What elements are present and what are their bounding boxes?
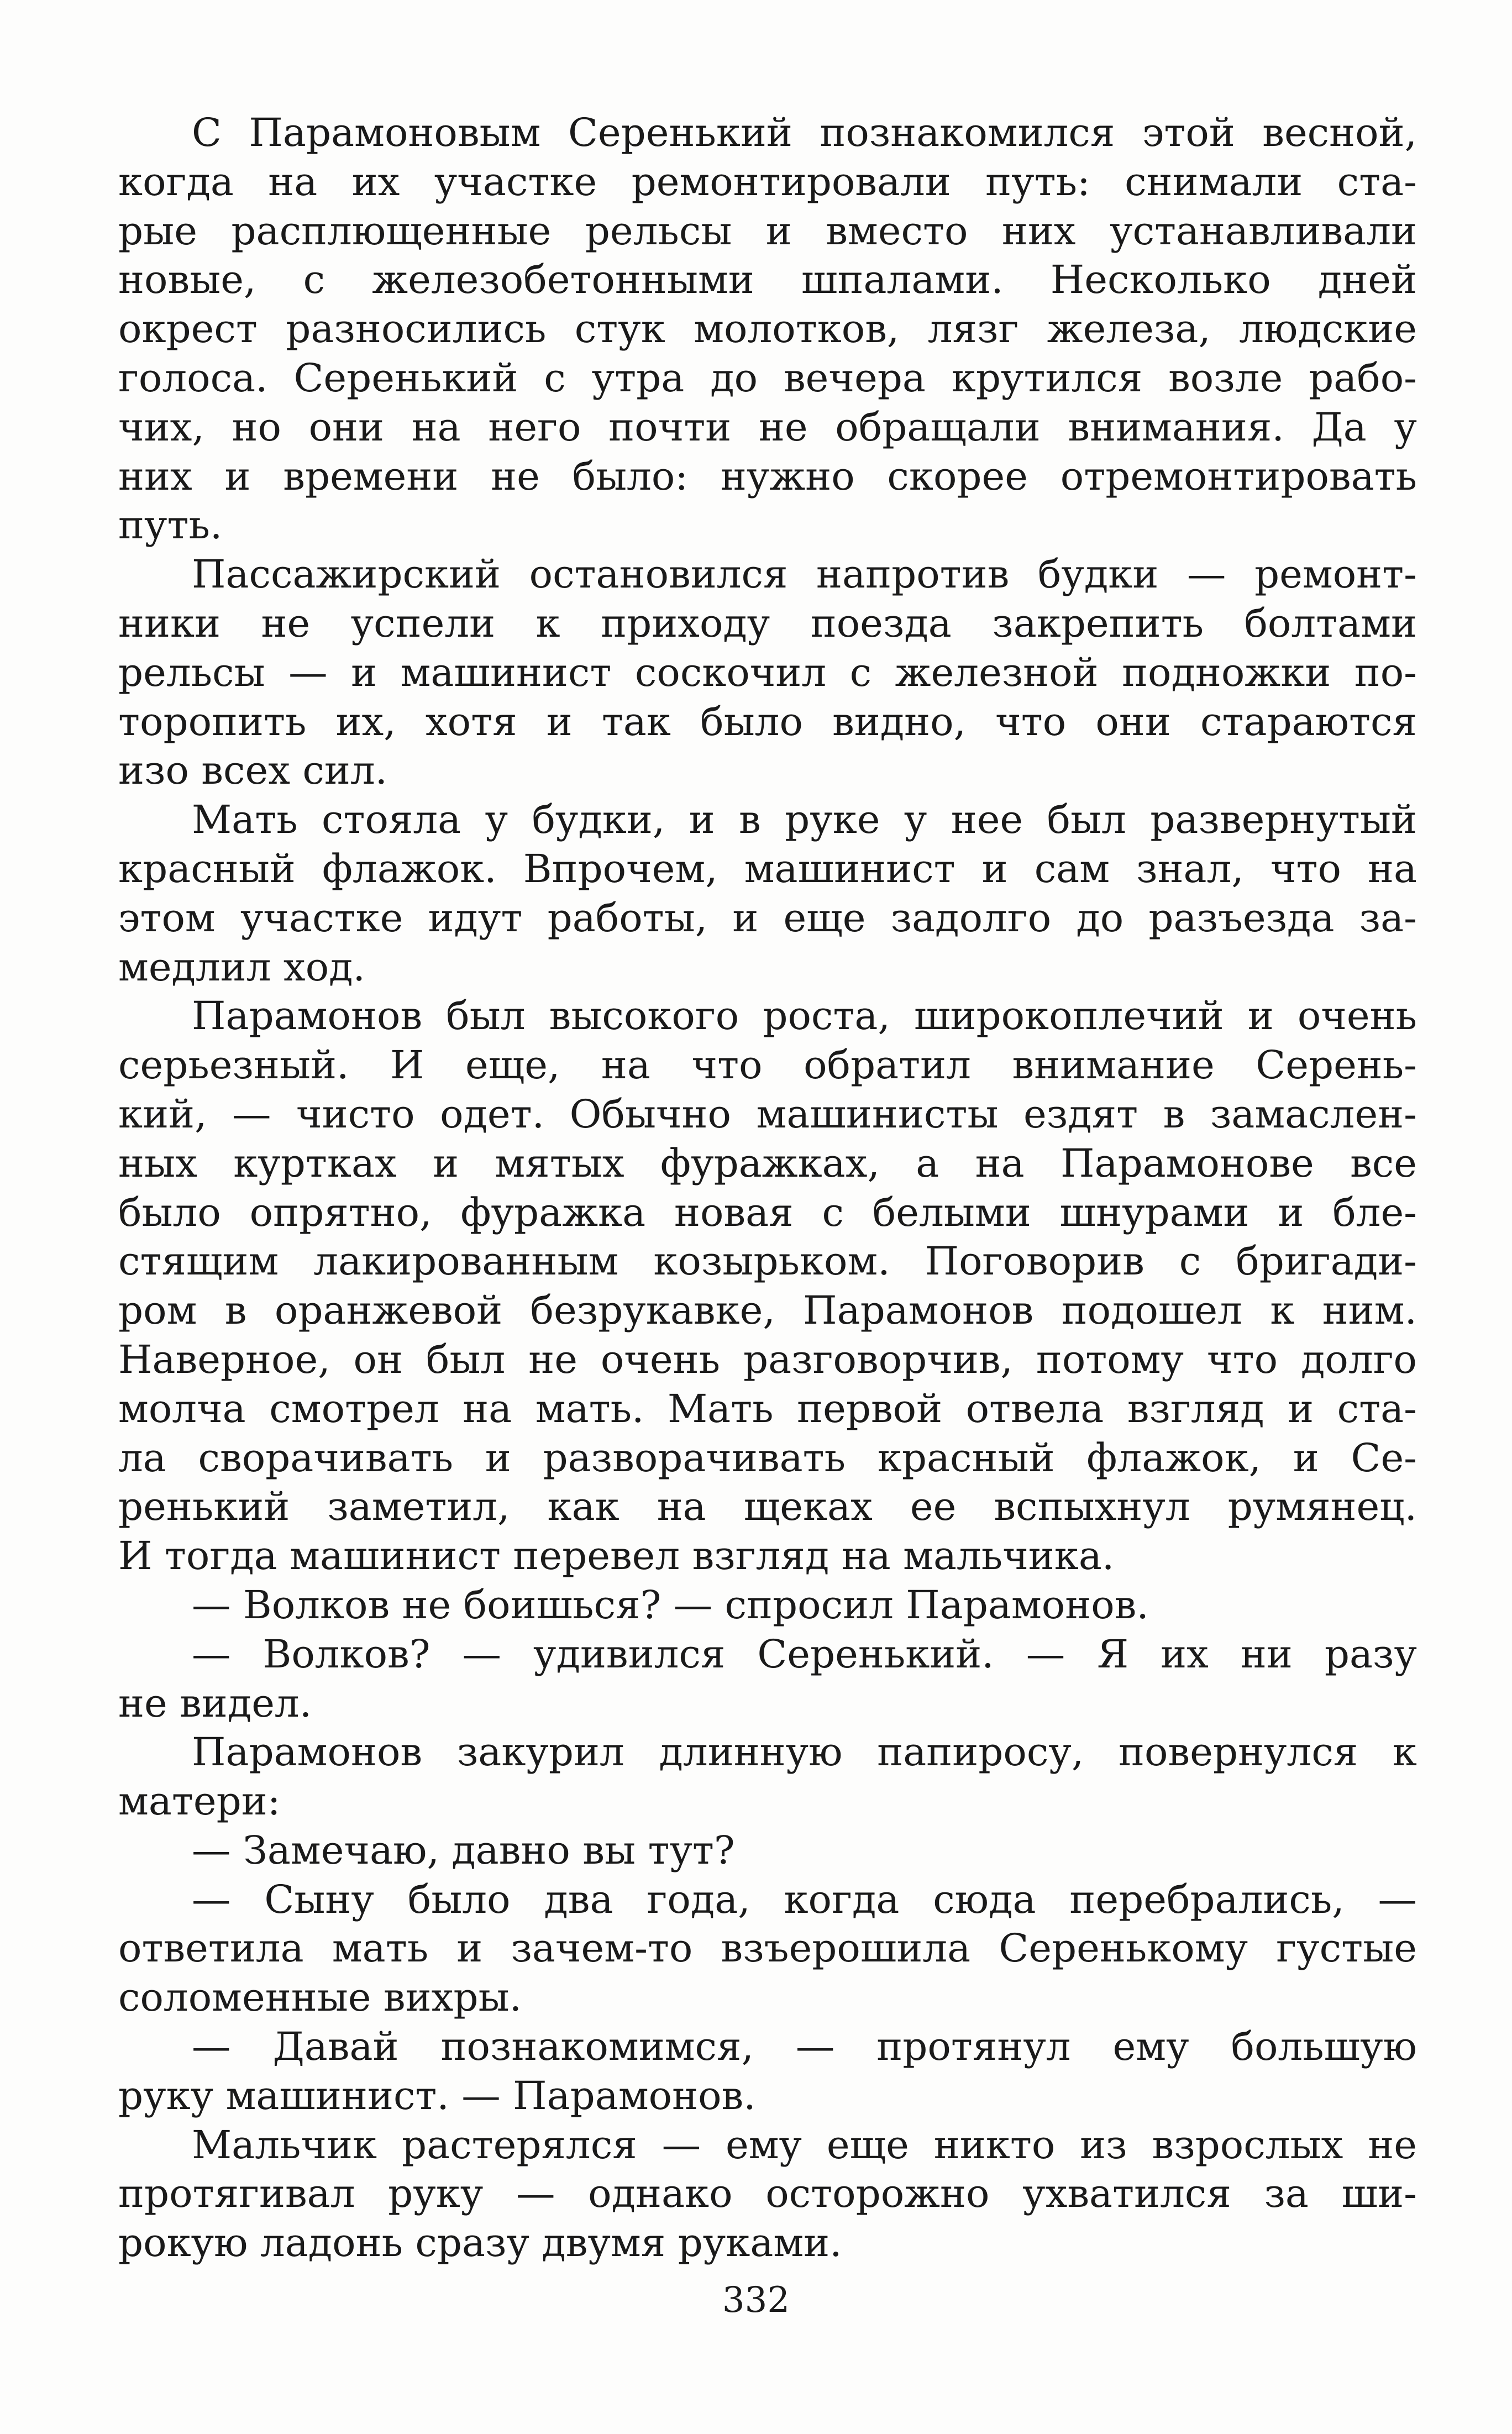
text-line: кий, — чисто одет. Обычно машинисты ездят в замаслен-: [118, 1091, 1417, 1137]
text-line: окрест разносились стук молотков, лязг железа, людские: [118, 306, 1417, 352]
text-line: этом участке идут работы, и еще задолго до разъезда за-: [118, 895, 1417, 941]
text-line: руку машинист. — Парамонов.: [118, 2073, 756, 2118]
text-line: изо всех сил.: [118, 748, 388, 794]
text-line: — Сыну было два года, когда сюда перебрались, —: [192, 1876, 1417, 1922]
text-line: когда на их участке ремонтировали путь: снимали ста-: [118, 159, 1417, 204]
text-line: ответила мать и зачем-то взъерошила Серенькому густые: [118, 1926, 1417, 1971]
text-line: Парамонов закурил длинную папиросу, повернулся к: [192, 1729, 1417, 1775]
text-line: — Волков? — удивился Серенький. — Я их ни разу: [192, 1631, 1417, 1677]
text-line: протягивал руку — однако осторожно ухватился за ши-: [118, 2171, 1417, 2217]
text-line: голоса. Серенький с утра до вечера крутился возле рабо-: [118, 355, 1417, 401]
body-text: [118, 108, 1417, 2268]
text-line: С Парамоновым Серенький познакомился этой весной,: [192, 110, 1417, 155]
text-line: И тогда машинист перевел взгляд на мальчика.: [118, 1533, 1115, 1579]
text-line: Парамонов был высокого роста, широкоплечий и очень: [192, 993, 1417, 1039]
text-line: чих, но они на него почти не обращали внимания. Да у: [118, 404, 1417, 450]
text-line: торопить их, хотя и так было видно, что они стараются: [118, 699, 1417, 744]
text-line: стящим лакированным козырьком. Поговорив с бригади-: [118, 1239, 1417, 1284]
text-line: рокую ладонь сразу двумя руками.: [118, 2220, 842, 2266]
text-line: соломенные вихры.: [118, 1975, 522, 2021]
text-line: рые расплющенные рельсы и вместо них устанавливали: [118, 208, 1417, 254]
text-line: матери:: [118, 1779, 281, 1824]
text-line: Мать стояла у будки, и в руке у нее был развернутый: [192, 797, 1417, 843]
text-line: медлил ход.: [118, 944, 365, 990]
text-line: Пассажирский остановился напротив будки — ремонт-: [192, 552, 1417, 597]
text-line: них и времени не было: нужно скорее отремонтировать: [118, 453, 1417, 499]
text-line: Мальчик растерялся — ему еще никто из взрослых не: [192, 2122, 1417, 2168]
text-line: не видел.: [118, 1680, 312, 1726]
text-line: — Волков не боишься? — спросил Парамонов.: [192, 1582, 1149, 1628]
text-line: было опрятно, фуражка новая с белыми шнурами и бле-: [118, 1189, 1417, 1235]
text-line: ных куртках и мятых фуражках, а на Парамонове все: [118, 1140, 1417, 1186]
text-line: серьезный. И еще, на что обратил внимание Серень-: [118, 1042, 1417, 1088]
page-number: 332: [722, 2280, 790, 2321]
text-line: — Давай познакомимся, — протянул ему большую: [192, 2024, 1417, 2070]
text-line: новые, с железобетонными шпалами. Несколько дней: [118, 257, 1417, 303]
text-line: Наверное, он был не очень разговорчив, потому что долго: [118, 1336, 1417, 1382]
text-line: ла сворачивать и разворачивать красный флажок, и Се-: [118, 1435, 1417, 1481]
text-line: путь.: [118, 502, 223, 548]
text-line: молча смотрел на мать. Мать первой отвела взгляд и ста-: [118, 1386, 1417, 1431]
text-line: ренький заметил, как на щеках ее вспыхнул румянец.: [118, 1484, 1417, 1530]
text-line: ром в оранжевой безрукавке, Парамонов подошел к ним.: [118, 1288, 1417, 1334]
text-line: — Замечаю, давно вы тут?: [192, 1827, 735, 1873]
text-line: ники не успели к приходу поезда закрепить болтами: [118, 600, 1417, 646]
text-line: рельсы — и машинист соскочил с железной подножки по-: [118, 649, 1417, 695]
text-line: красный флажок. Впрочем, машинист и сам знал, что на: [118, 846, 1417, 891]
